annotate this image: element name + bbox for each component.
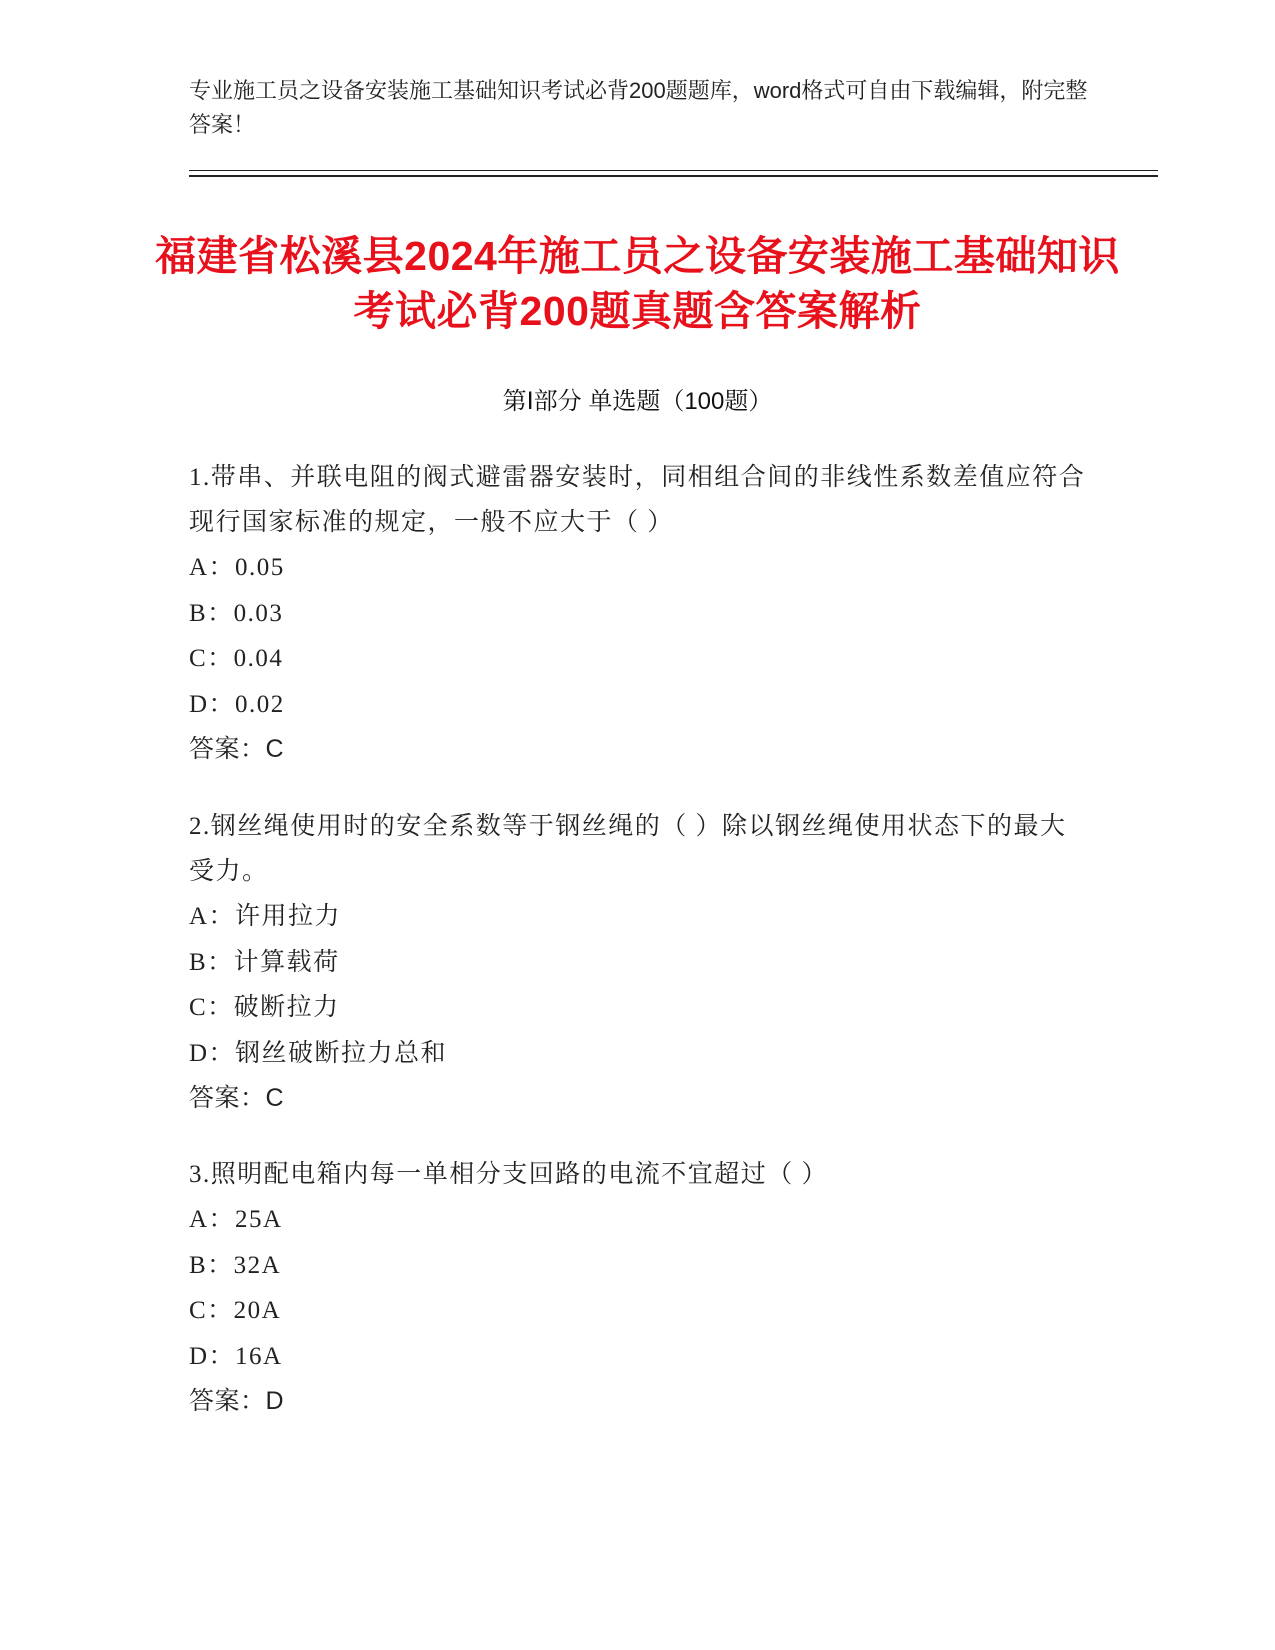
answer: 答案：D bbox=[189, 1387, 285, 1415]
question-stem: 2.钢丝绳使用时的安全系数等于钢丝绳的（ ）除以钢丝绳使用状态下的最大受力。 bbox=[189, 813, 1067, 885]
answer: 答案：C bbox=[189, 1084, 285, 1112]
option-b: B：0.03 bbox=[189, 599, 284, 627]
option-c: C：20A bbox=[189, 1297, 282, 1324]
header-note: 专业施工员之设备安装施工基础知识考试必背200题题库，word格式可自由下载编辑，附完整答案！ bbox=[189, 78, 1088, 137]
option-c: C：0.04 bbox=[189, 645, 284, 672]
question-stem: 1.带串、并联电阻的阀式避雷器安装时，同相组合间的非线性系数差值应符合现行国家标准的规定，一般不应大于（ ） bbox=[189, 464, 1086, 536]
option-b: B：计算载荷 bbox=[189, 948, 340, 976]
option-d: D：16A bbox=[189, 1342, 283, 1370]
option-d: D：0.02 bbox=[189, 690, 285, 718]
section-heading: 第Ⅰ部分 单选题（100题） bbox=[502, 388, 773, 415]
question-stem: 3.照明配电箱内每一单相分支回路的电流不宜超过（ ） bbox=[189, 1161, 829, 1188]
option-a: A：许用拉力 bbox=[189, 903, 342, 930]
option-b: B：32A bbox=[189, 1251, 282, 1279]
option-c: C：破断拉力 bbox=[189, 994, 340, 1021]
option-a: A：0.05 bbox=[189, 554, 285, 581]
header-rule-thick bbox=[189, 175, 1158, 177]
question-2 bbox=[189, 804, 1089, 1121]
answer: 答案：C bbox=[189, 735, 285, 763]
option-a: A：25A bbox=[189, 1206, 283, 1233]
document-title: 福建省松溪县2024年施工员之设备安装施工基础知识考试必背200题真题含答案解析 bbox=[155, 233, 1120, 334]
question-1 bbox=[189, 455, 1089, 772]
header-rule-thin bbox=[189, 170, 1158, 171]
question-3 bbox=[189, 1152, 1089, 1424]
option-d: D：钢丝破断拉力总和 bbox=[189, 1039, 448, 1067]
